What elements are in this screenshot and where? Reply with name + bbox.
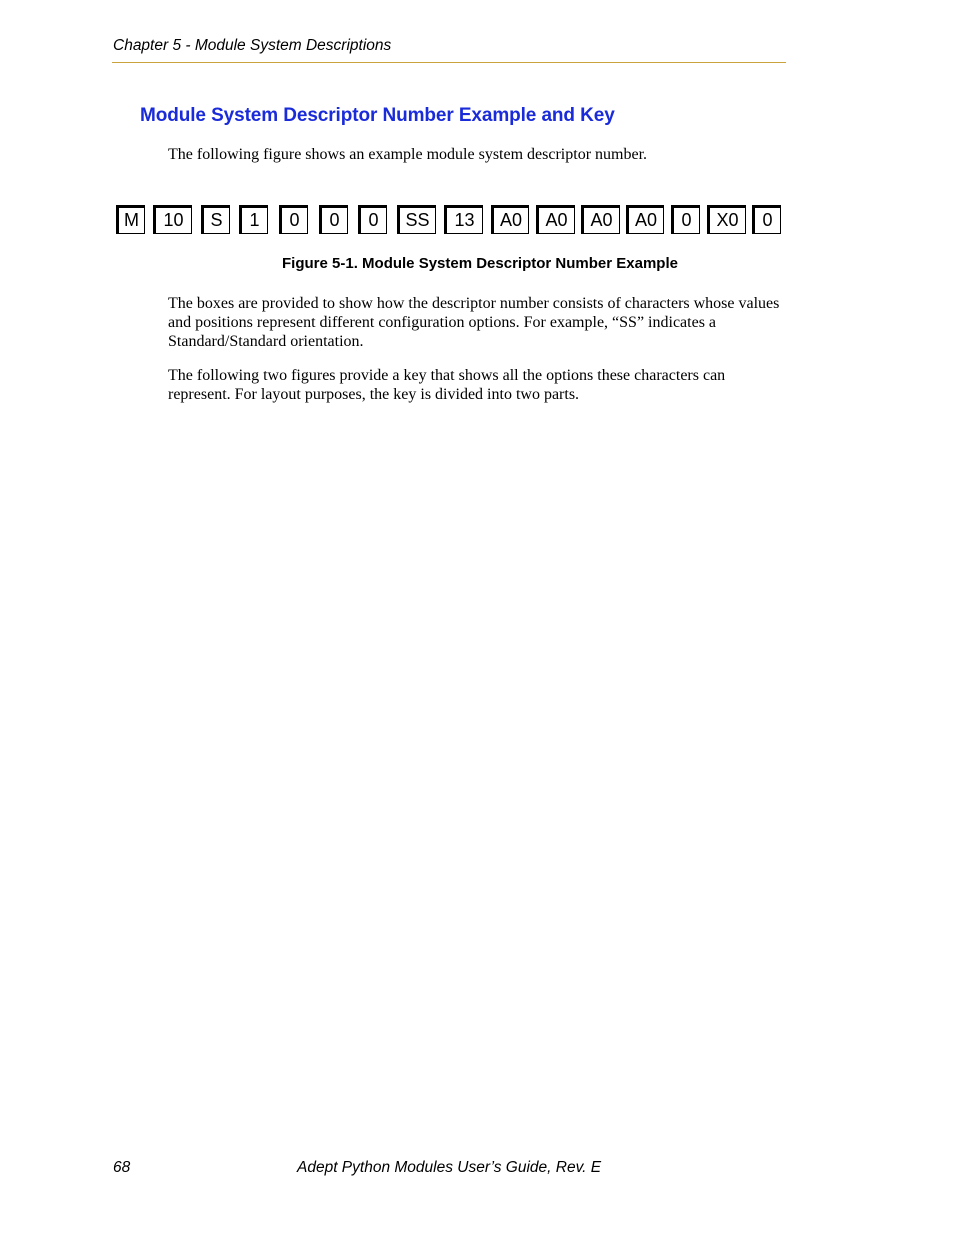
descriptor-box: A0 xyxy=(626,205,664,234)
descriptor-box: M xyxy=(116,205,145,234)
chapter-header: Chapter 5 - Module System Descriptions xyxy=(113,37,392,54)
descriptor-box: A0 xyxy=(491,205,529,234)
descriptor-box: S xyxy=(201,205,230,234)
boxes-paragraph: The boxes are provided to show how the descriptor number consists of characters whose values and positions represent different configuration options. For example, “SS” indicates a Standard/Standard orientation. xyxy=(168,295,780,350)
figure-caption: Figure 5-1. Module System Descriptor Number Example xyxy=(282,255,678,272)
descriptor-box: 13 xyxy=(444,205,483,234)
descriptor-box: X0 xyxy=(707,205,746,234)
descriptor-box: 0 xyxy=(752,205,781,234)
descriptor-box: 1 xyxy=(239,205,268,234)
document-title: Adept Python Modules User’s Guide, Rev. E xyxy=(297,1159,602,1176)
descriptor-box: A0 xyxy=(536,205,575,234)
descriptor-box: 0 xyxy=(279,205,308,234)
intro-paragraph: The following figure shows an example module system descriptor number. xyxy=(168,146,648,163)
descriptor-box: A0 xyxy=(581,205,620,234)
descriptor-box: 0 xyxy=(358,205,387,234)
page-number: 68 xyxy=(113,1159,131,1176)
header-rule xyxy=(112,62,786,63)
descriptor-box: 0 xyxy=(319,205,348,234)
section-heading: Module System Descriptor Number Example and Key xyxy=(140,105,615,126)
descriptor-box: 10 xyxy=(153,205,192,234)
key-paragraph: The following two figures provide a key that shows all the options these characters can represent. For layout purposes, the key is divided into two parts. xyxy=(168,367,726,403)
descriptor-box: SS xyxy=(397,205,436,234)
descriptor-box: 0 xyxy=(671,205,700,234)
